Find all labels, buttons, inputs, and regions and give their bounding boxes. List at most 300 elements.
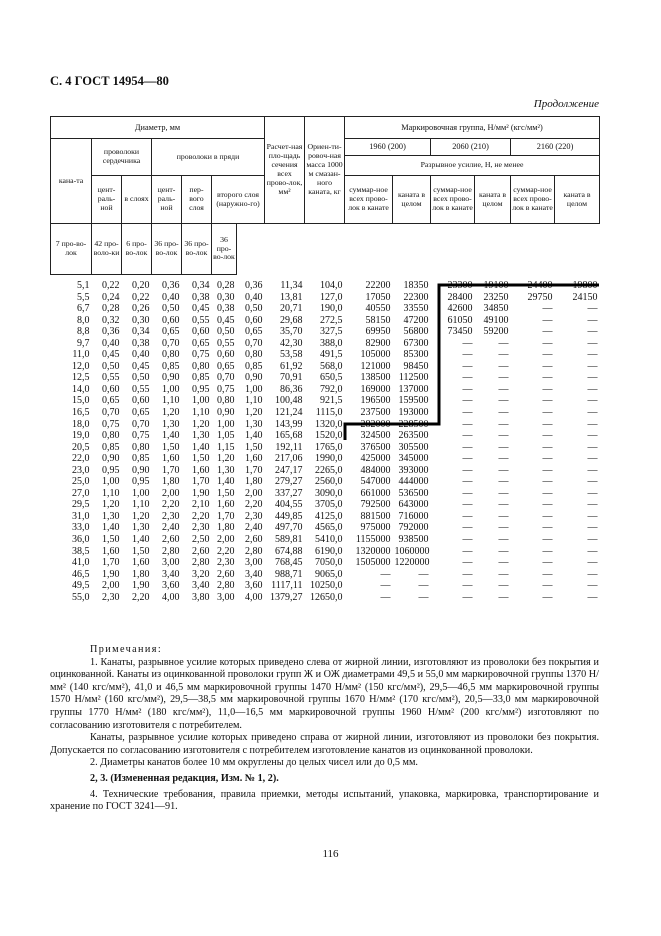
table-cell: 0,70: [217, 372, 235, 384]
table-cell: 0,28: [217, 280, 235, 291]
table-cell: 0,50: [132, 372, 150, 384]
table-cell: 28400: [447, 291, 473, 303]
table-cell: —: [498, 487, 509, 499]
table-cell: 104,0: [320, 279, 343, 291]
continuation-label: Продолжение: [533, 98, 599, 110]
table-row: [51, 338, 600, 350]
table-cell: 1,90: [132, 580, 150, 592]
table-cell: 0,34: [192, 280, 210, 291]
table-cell: —: [462, 499, 473, 511]
table-cell: —: [380, 568, 391, 580]
table-cell: 59200: [483, 326, 509, 338]
diameter-header: Диаметр, мм: [51, 117, 265, 139]
table-cell: 650,5: [320, 372, 343, 384]
table-cell: 327,5: [320, 326, 343, 338]
table-cell: 2,60: [217, 568, 235, 580]
table-cell: 881500: [360, 510, 391, 522]
table-cell: 121,24: [275, 407, 303, 419]
table-cell: 716000: [398, 510, 429, 522]
break-force-header: Разрывное усилие, Н, не менее: [345, 156, 600, 176]
table-cell: 1,10: [102, 487, 120, 499]
table-cell: 3,80: [192, 591, 210, 603]
table-cell: 0,50: [162, 303, 180, 315]
table-cell: 18,0: [72, 418, 90, 430]
table-cell: 768,45: [275, 557, 303, 569]
table-row: [51, 384, 600, 396]
note-1b: Канаты, разрывное усилие которых приведено справа от жирной линии, изготовляют из проволоки без покрытия. Допускается по согласованию изготовителя с потребителем изготовление канатов из оцинкованной проволоки.: [50, 732, 599, 756]
table-cell: —: [498, 453, 509, 465]
table-cell: 0,65: [192, 337, 210, 349]
table-cell: 1,50: [132, 545, 150, 557]
table-cell: 0,60: [162, 314, 180, 326]
table-cell: 1,20: [132, 510, 150, 522]
table-cell: 1,70: [162, 464, 180, 476]
table-cell: 0,70: [245, 337, 263, 349]
table-cell: 2,30: [192, 522, 210, 534]
table-cell: 0,50: [102, 360, 120, 372]
table-cell: 1,80: [217, 522, 235, 534]
table-cell: 0,22: [102, 280, 120, 291]
table-cell: 2,30: [102, 591, 120, 603]
table-cell: 279,27: [275, 476, 303, 488]
table-cell: —: [587, 360, 598, 372]
table-cell: 0,85: [102, 441, 120, 453]
table-cell: 1,60: [102, 545, 120, 557]
table-cell: —: [587, 430, 598, 442]
table-cell: 491,5: [320, 349, 343, 361]
table-cell: —: [462, 395, 473, 407]
table-cell: —: [542, 441, 553, 453]
table-cell: —: [542, 395, 553, 407]
table-cell: 1,15: [217, 441, 235, 453]
table-cell: 237500: [360, 407, 391, 419]
table-cell: 2,40: [245, 522, 263, 534]
table-cell: 55,0: [72, 591, 90, 603]
table-cell: —: [587, 418, 598, 430]
table-cell: 1505000: [355, 557, 391, 569]
table-cell: 100,48: [275, 395, 303, 407]
table-cell: —: [462, 510, 473, 522]
table-cell: 69950: [365, 326, 391, 338]
table-row: [51, 361, 600, 373]
table-cell: 1117,11: [271, 580, 303, 592]
core-wires-header: проволоки сердечника: [92, 139, 152, 176]
count-second-layer-a-header: 36 про-во-лок: [182, 224, 212, 275]
table-cell: 5,5: [77, 291, 90, 303]
table-cell: —: [542, 303, 553, 315]
table-row: [51, 488, 600, 500]
table-cell: 1,80: [162, 476, 180, 488]
table-cell: 29,5: [72, 499, 90, 511]
table-cell: —: [462, 430, 473, 442]
table-cell: —: [587, 522, 598, 534]
table-cell: 1765,0: [315, 441, 343, 453]
table-cell: 22,0: [72, 453, 90, 465]
table-cell: 0,38: [217, 303, 235, 315]
table-cell: 497,70: [275, 522, 303, 534]
whole-2060-header: каната в целом: [475, 176, 511, 224]
table-row: [51, 349, 600, 361]
table-cell: 82900: [365, 337, 391, 349]
table-cell: 337,27: [275, 487, 303, 499]
table-cell: 0,80: [192, 360, 210, 372]
table-cell: 1,40: [162, 430, 180, 442]
table-cell: 0,60: [217, 349, 235, 361]
table-cell: 0,40: [102, 337, 120, 349]
table-cell: 1,00: [245, 383, 263, 395]
central-core-header: цент-раль-ной: [92, 176, 122, 224]
table-cell: 1,40: [102, 522, 120, 534]
notes-block: [50, 644, 599, 814]
table-cell: 41,0: [72, 557, 90, 569]
table-cell: 1,40: [245, 430, 263, 442]
table-cell: 3,00: [245, 557, 263, 569]
table-cell: 159500: [398, 395, 429, 407]
table-cell: 1,00: [102, 476, 120, 488]
table-cell: 8,8: [77, 326, 90, 338]
table-cell: 2,40: [162, 522, 180, 534]
table-cell: 22200: [365, 279, 391, 291]
note-1: 1. Канаты, разрывное усилие которых приведено слева от жирной линии, изготовляют из проволоки без покрытия и оцинкованной. Канаты из оцинкованной проволоки групп Ж и ОЖ диаметрами 49,5 и 55,0 мм маркировочной группы 1370 Н/мм² (140 кгс/мм²), 41,0 и 46,5 мм маркировочной группы 1470 Н/мм² (150 кгс/мм²), 29,5—46,5 мм маркировочной группы 1570 Н/мм² (160 кгс/мм²), 29,5—38,5 мм маркировочной группы 1670 Н/мм² (170 кгс/мм²), 20,5—33,0 мм маркировочной группы 1770 Н/мм² (180 кгс/мм²), 11,0—16,5 мм маркировочной группы 1960 Н/мм² (200 кгс/мм²) изготовляют по согласованию изготовителя с потребителем.: [50, 656, 599, 731]
table-cell: 58150: [365, 314, 391, 326]
table-cell: 0,65: [102, 395, 120, 407]
table-cell: —: [462, 487, 473, 499]
table-cell: —: [498, 372, 509, 384]
table-cell: 192,11: [275, 441, 303, 453]
table-cell: 0,36: [162, 280, 180, 291]
table-cell: 3,00: [162, 557, 180, 569]
table-cell: 0,70: [132, 418, 150, 430]
table-row: [51, 395, 600, 407]
table-cell: 5410,0: [315, 534, 343, 546]
table-cell: 53,58: [280, 349, 303, 361]
table-cell: 10250,0: [310, 580, 343, 592]
table-cell: 40550: [365, 303, 391, 315]
table-cell: 0,90: [132, 464, 150, 476]
table-cell: 643000: [398, 499, 429, 511]
table-cell: 376500: [360, 441, 391, 453]
table-cell: 568,0: [320, 360, 343, 372]
table-cell: 47200: [403, 314, 429, 326]
table-cell: 196500: [360, 395, 391, 407]
table-cell: 2,60: [245, 534, 263, 546]
table-cell: 2,00: [217, 534, 235, 546]
table-cell: 67300: [403, 337, 429, 349]
table-cell: 38,5: [72, 545, 90, 557]
table-cell: —: [380, 591, 391, 603]
table-cell: 228500: [398, 418, 429, 430]
table-row: [51, 419, 600, 431]
sum-2060-header: суммар-ное всех прово-лок в канате: [431, 176, 475, 224]
table-row: [51, 476, 600, 488]
table-cell: 449,85: [275, 510, 303, 522]
table-cell: 1,70: [102, 557, 120, 569]
table-cell: 193000: [398, 407, 429, 419]
table-cell: 0,75: [192, 349, 210, 361]
table-cell: 0,30: [132, 314, 150, 326]
table-cell: 1320,0: [315, 418, 343, 430]
table-cell: 2,30: [217, 557, 235, 569]
table-cell: 98450: [403, 360, 429, 372]
table-cell: 1,70: [192, 476, 210, 488]
table-cell: 73450: [447, 326, 473, 338]
table-cell: —: [462, 591, 473, 603]
table-cell: 1,60: [192, 464, 210, 476]
table-cell: 282000: [360, 418, 391, 430]
table-cell: —: [542, 510, 553, 522]
table-cell: —: [498, 349, 509, 361]
table-cell: —: [587, 337, 598, 349]
table-cell: —: [462, 545, 473, 557]
table-cell: 2,20: [192, 510, 210, 522]
table-cell: —: [542, 418, 553, 430]
table-cell: 34850: [483, 303, 509, 315]
mark-group-header: Маркировочная группа, Н/мм² (кгс/мм²): [345, 117, 600, 139]
table-cell: 1220000: [394, 557, 430, 569]
table-cell: 1,30: [217, 464, 235, 476]
table-cell: 0,32: [102, 314, 120, 326]
group-2160-header: 2160 (220): [511, 139, 600, 156]
table-cell: —: [587, 476, 598, 488]
table-cell: —: [542, 591, 553, 603]
table-cell: 0,85: [162, 360, 180, 372]
table-cell: 324500: [360, 430, 391, 442]
table-cell: —: [498, 568, 509, 580]
table-cell: —: [542, 476, 553, 488]
table-cell: 0,55: [192, 314, 210, 326]
table-cell: 4565,0: [315, 522, 343, 534]
page-number: 116: [322, 848, 339, 860]
table-cell: —: [462, 407, 473, 419]
table-row: [51, 372, 600, 384]
table-cell: 11,34: [280, 279, 303, 291]
table-cell: 388,0: [320, 337, 343, 349]
table-cell: 9065,0: [315, 568, 343, 580]
table-cell: 112500: [398, 372, 429, 384]
table-cell: 61050: [447, 314, 473, 326]
table-cell: 1,10: [132, 499, 150, 511]
group-1960-header: 1960 (200): [345, 139, 431, 156]
table-cell: 1,00: [162, 383, 180, 395]
table-cell: 1,30: [102, 510, 120, 522]
amendment-text: 2, 3. (Измененная редакция, Изм. № 1, 2).: [90, 772, 279, 784]
table-cell: 2,20: [132, 591, 150, 603]
table-cell: 33,0: [72, 522, 90, 534]
table-cell: 2,80: [162, 545, 180, 557]
table-cell: 27,0: [72, 487, 90, 499]
table-row: [51, 557, 600, 569]
table-cell: 42600: [447, 303, 473, 315]
table-cell: 792500: [360, 499, 391, 511]
table-cell: 29750: [527, 291, 553, 303]
table-cell: 393000: [398, 464, 429, 476]
table-cell: 1,50: [162, 441, 180, 453]
table-cell: 9,7: [77, 337, 90, 349]
table-cell: 1,50: [217, 487, 235, 499]
table-cell: —: [587, 499, 598, 511]
strand-wires-header: проволоки в пряди: [152, 139, 265, 176]
table-cell: 12,0: [72, 360, 90, 372]
count-strand-central-header: 6 про-во-лок: [122, 224, 152, 275]
table-cell: 3,60: [162, 580, 180, 592]
table-cell: —: [542, 453, 553, 465]
mass-header: Ориен-ти-ровоч-ная масса 1000 м смазан-ного каната, кг: [305, 117, 345, 224]
table-cell: —: [498, 441, 509, 453]
table-cell: 345000: [398, 453, 429, 465]
table-cell: 6190,0: [315, 545, 343, 557]
table-cell: 1,50: [192, 453, 210, 465]
table-cell: 536500: [398, 487, 429, 499]
table-cell: 36,0: [72, 534, 90, 546]
table-cell: 0,80: [217, 395, 235, 407]
whole-1960-header: каната в целом: [393, 176, 431, 224]
table-cell: 2,80: [217, 580, 235, 592]
table-cell: 7050,0: [315, 557, 343, 569]
table-cell: —: [418, 591, 429, 603]
table-cell: —: [587, 326, 598, 338]
table-cell: 0,30: [217, 291, 235, 303]
table-row: [51, 326, 600, 338]
table-cell: 1,40: [217, 476, 235, 488]
table-cell: 3,40: [162, 568, 180, 580]
table-cell: 1,00: [192, 395, 210, 407]
table-cell: —: [542, 487, 553, 499]
table-cell: 0,24: [102, 291, 120, 303]
table-cell: —: [498, 337, 509, 349]
table-cell: 0,90: [162, 372, 180, 384]
table-cell: 0,28: [102, 303, 120, 315]
table-cell: 8,0: [77, 314, 90, 326]
table-cell: —: [587, 453, 598, 465]
table-cell: —: [587, 557, 598, 569]
table-cell: 1,20: [217, 453, 235, 465]
table-cell: —: [542, 383, 553, 395]
table-cell: 2,10: [192, 499, 210, 511]
table-cell: —: [542, 464, 553, 476]
table-cell: 35,70: [280, 326, 303, 338]
table-cell: 0,26: [132, 303, 150, 315]
table-cell: 24150: [572, 291, 598, 303]
table-cell: 0,45: [132, 360, 150, 372]
table-cell: 1,40: [132, 534, 150, 546]
table-cell: 0,22: [132, 291, 150, 303]
table-cell: 2265,0: [315, 464, 343, 476]
table-cell: 23,0: [72, 464, 90, 476]
table-cell: 3705,0: [315, 499, 343, 511]
table-cell: —: [587, 407, 598, 419]
table-cell: 29,68: [280, 314, 303, 326]
table-cell: —: [587, 534, 598, 546]
table-cell: 3,60: [245, 580, 263, 592]
table-cell: —: [462, 568, 473, 580]
first-layer-header: пер-вого слоя: [182, 176, 212, 224]
table-cell: 2,80: [192, 557, 210, 569]
table-cell: 0,95: [132, 476, 150, 488]
table-cell: —: [498, 383, 509, 395]
table-cell: —: [498, 407, 509, 419]
table-cell: —: [542, 557, 553, 569]
table-cell: —: [587, 383, 598, 395]
table-cell: 1,80: [245, 476, 263, 488]
table-cell: 1,60: [162, 453, 180, 465]
table-cell: 1,60: [217, 499, 235, 511]
table-cell: —: [542, 534, 553, 546]
table-cell: 0,36: [245, 279, 263, 291]
table-cell: 143,99: [275, 418, 303, 430]
table-row: [51, 499, 600, 511]
table-cell: 0,80: [162, 349, 180, 361]
table-cell: —: [462, 580, 473, 592]
in-layers-header: в слоях: [122, 176, 152, 224]
table-cell: 988,71: [275, 568, 303, 580]
table-cell: —: [498, 464, 509, 476]
table-cell: 56800: [403, 326, 429, 338]
table-cell: 4,00: [162, 591, 180, 603]
table-cell: —: [587, 372, 598, 384]
table-cell: 0,55: [132, 383, 150, 395]
table-cell: 18350: [403, 279, 429, 291]
table-cell: 1155000: [355, 534, 391, 546]
second-layer-header: второго слоя (наружно-го): [212, 176, 265, 224]
table-cell: 85300: [403, 349, 429, 361]
table-cell: 589,81: [275, 534, 303, 546]
table-cell: —: [542, 522, 553, 534]
table-cell: 1,10: [245, 395, 263, 407]
table-cell: 0,70: [102, 407, 120, 419]
table-cell: 2,20: [217, 545, 235, 557]
table-cell: 2,20: [162, 499, 180, 511]
table-cell: 86,36: [280, 383, 303, 395]
table-cell: 0,45: [192, 303, 210, 315]
table-row: [51, 569, 600, 581]
table-cell: 1379,27: [270, 591, 303, 603]
table-row: [51, 546, 600, 558]
table-cell: 975000: [360, 522, 391, 534]
table-cell: 0,80: [132, 441, 150, 453]
table-cell: —: [542, 372, 553, 384]
table-cell: 0,50: [245, 303, 263, 315]
table-cell: 49,5: [72, 580, 90, 592]
table-cell: —: [498, 476, 509, 488]
table-cell: —: [498, 430, 509, 442]
table-row: [51, 534, 600, 546]
table-cell: 247,17: [275, 464, 303, 476]
table-cell: —: [587, 591, 598, 603]
table-cell: 0,75: [102, 418, 120, 430]
table-cell: 0,45: [102, 349, 120, 361]
table-row: [51, 522, 600, 534]
table-row: [51, 511, 600, 523]
count-first-layer-header: 36 про-во-лок: [152, 224, 182, 275]
table-cell: 2,30: [245, 510, 263, 522]
table-cell: 1,90: [192, 487, 210, 499]
table-cell: 2,60: [162, 534, 180, 546]
table-cell: —: [542, 360, 553, 372]
area-header: Расчет-ная пло-щадь сечения всех прово-лок, мм²: [265, 117, 305, 224]
table-cell: 0,75: [217, 383, 235, 395]
table-cell: 0,80: [245, 349, 263, 361]
table-cell: 0,60: [132, 395, 150, 407]
table-cell: —: [587, 568, 598, 580]
table-row: [51, 430, 600, 442]
table-cell: 444000: [398, 476, 429, 488]
table-cell: —: [462, 441, 473, 453]
table-cell: 0,40: [245, 291, 263, 303]
table-cell: —: [542, 337, 553, 349]
table-cell: 165,68: [275, 430, 303, 442]
table-cell: 11,0: [72, 349, 90, 361]
table-cell: —: [498, 499, 509, 511]
